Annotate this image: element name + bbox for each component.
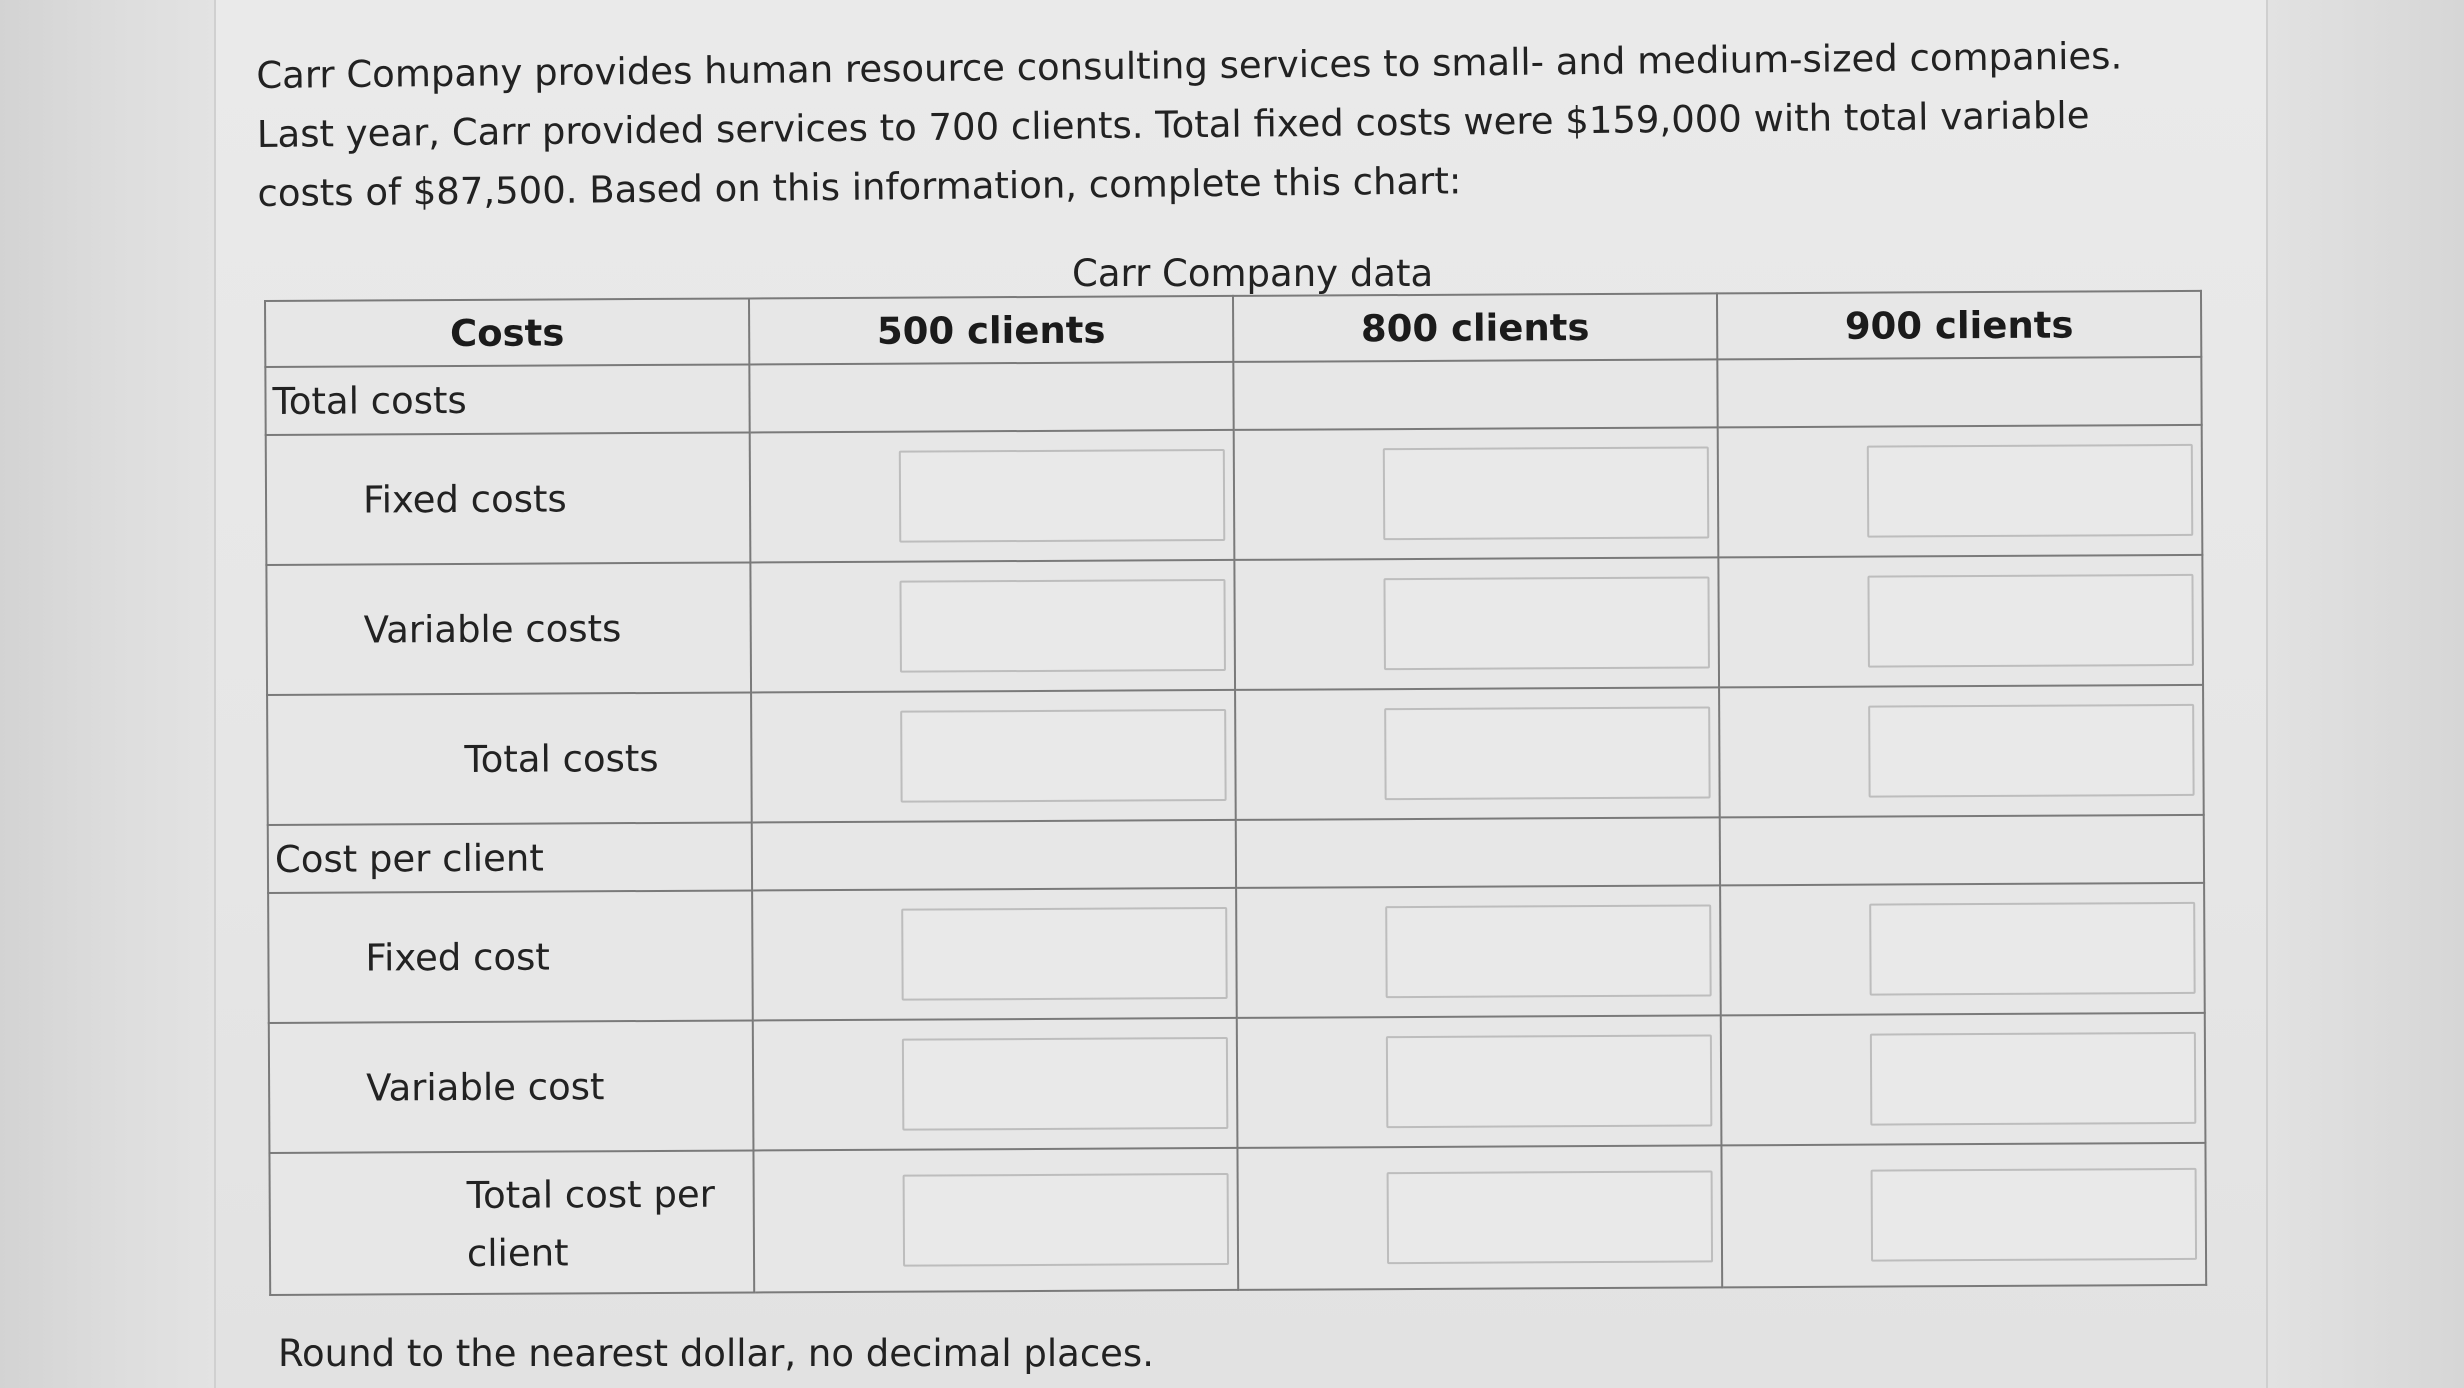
row-label-total-costs-section: Total costs <box>265 364 749 435</box>
cell-variable-cost-800 <box>1237 1015 1722 1148</box>
input-fixed-cost-per-client-500[interactable] <box>901 907 1227 1001</box>
problem-statement: Carr Company provides human resource consulting services to small- and medium-sized companies. Last year, Carr provided services to 700 clients. Total fixed costs were $159,000 with total variable costs of $87,500. Based on this information, complete this chart: <box>256 34 2123 215</box>
empty-cell <box>1720 815 2204 886</box>
input-variable-costs-900[interactable] <box>1867 574 2193 668</box>
row-label-cost-per-client-section: Cost per client <box>268 822 752 893</box>
input-total-costs-500[interactable] <box>900 709 1226 803</box>
empty-cell <box>752 820 1236 891</box>
cell-variable-costs-800 <box>1234 557 1719 690</box>
header-row <box>265 291 2201 367</box>
empty-cell <box>1233 359 1717 430</box>
carr-company-data-table <box>264 290 2207 1296</box>
cell-fixed-costs-800 <box>1234 427 1719 560</box>
row-label-total-costs: Total costs <box>267 692 752 825</box>
empty-cell <box>1717 357 2201 428</box>
cell-fixed-costs-900 <box>1718 425 2203 558</box>
row-variable-cost <box>269 1013 2206 1153</box>
empty-cell <box>1236 817 1720 888</box>
input-variable-cost-per-client-800[interactable] <box>1386 1034 1712 1128</box>
cell-total-costs-900 <box>1719 685 2204 818</box>
row-label-fixed-costs: Fixed costs <box>266 432 751 565</box>
row-total-cost-per-client <box>269 1143 2206 1295</box>
cell-total-cost-per-client-800 <box>1237 1145 1722 1290</box>
row-cost-per-client-section <box>268 815 2204 893</box>
cell-fixed-cost-500 <box>752 888 1237 1021</box>
cell-variable-cost-500 <box>753 1018 1238 1151</box>
input-fixed-cost-per-client-900[interactable] <box>1869 902 2195 996</box>
input-total-costs-900[interactable] <box>1868 704 2194 798</box>
row-total-costs <box>267 685 2204 825</box>
input-fixed-cost-per-client-800[interactable] <box>1385 904 1711 998</box>
row-fixed-cost <box>268 883 2205 1023</box>
rounding-instruction: Round to the nearest dollar, no decimal places. <box>278 1332 1154 1375</box>
cell-total-cost-per-client-500 <box>753 1148 1238 1293</box>
input-variable-cost-per-client-500[interactable] <box>902 1037 1228 1131</box>
empty-cell <box>749 362 1233 433</box>
row-variable-costs <box>266 555 2203 695</box>
cell-total-costs-500 <box>751 690 1236 823</box>
row-label-variable-cost: Variable cost <box>269 1020 754 1153</box>
input-variable-costs-500[interactable] <box>899 579 1225 673</box>
input-total-costs-800[interactable] <box>1384 706 1710 800</box>
cell-fixed-cost-900 <box>1720 883 2205 1016</box>
input-total-cost-per-client-900[interactable] <box>1871 1168 2197 1262</box>
table-caption: Carr Company data <box>1072 252 1434 295</box>
question-page <box>214 0 2268 1388</box>
row-fixed-costs <box>266 425 2203 565</box>
header-500-clients: 500 clients <box>749 296 1233 365</box>
input-total-cost-per-client-500[interactable] <box>903 1173 1229 1267</box>
header-900-clients: 900 clients <box>1717 291 2201 360</box>
header-800-clients: 800 clients <box>1233 293 1717 362</box>
input-variable-costs-800[interactable] <box>1383 576 1709 670</box>
header-costs: Costs <box>265 298 749 367</box>
input-fixed-costs-800[interactable] <box>1383 446 1709 540</box>
cell-fixed-costs-500 <box>750 430 1235 563</box>
cell-variable-costs-500 <box>750 560 1235 693</box>
row-label-total-cost-per-client: Total cost per client <box>269 1150 754 1295</box>
cell-variable-cost-900 <box>1721 1013 2206 1146</box>
cell-total-cost-per-client-900 <box>1721 1143 2206 1288</box>
row-total-costs-section <box>265 357 2201 435</box>
input-fixed-costs-900[interactable] <box>1867 444 2193 538</box>
input-total-cost-per-client-800[interactable] <box>1387 1170 1713 1264</box>
input-variable-cost-per-client-900[interactable] <box>1870 1032 2196 1126</box>
cell-fixed-cost-800 <box>1236 885 1721 1018</box>
cell-variable-costs-900 <box>1718 555 2203 688</box>
input-fixed-costs-500[interactable] <box>899 449 1225 543</box>
cell-total-costs-800 <box>1235 687 1720 820</box>
row-label-variable-costs: Variable costs <box>266 562 751 695</box>
row-label-fixed-cost: Fixed cost <box>268 890 753 1023</box>
